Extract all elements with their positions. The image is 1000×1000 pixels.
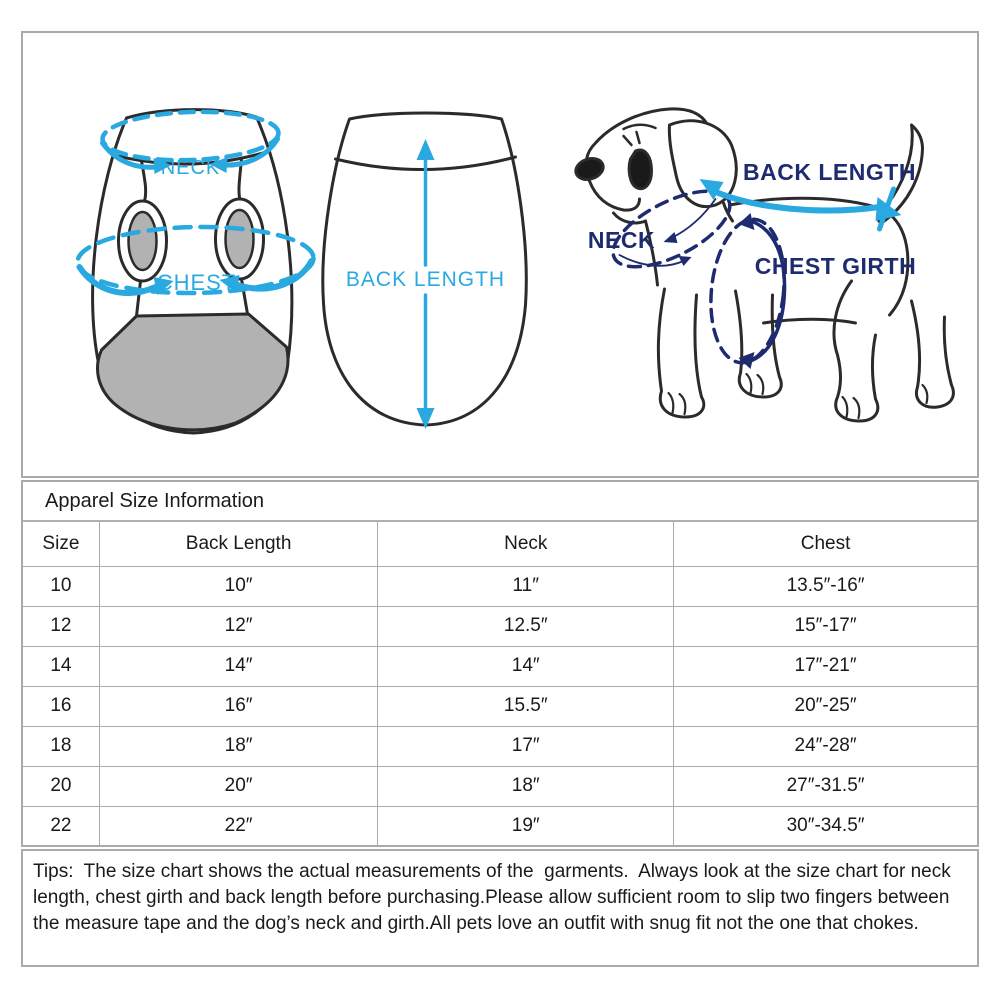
tips-text: Tips: The size chart shows the actual measurements of the garments. Always look at the size chart for neck length, chest girth and back length before purchasing.Please allow sufficient room to slip two fingers between the measure tape and the dog’s neck and girth.All pets love an outfit with snug fit not the one that chokes. (33, 861, 956, 934)
front-chest-label: CHEST (156, 270, 237, 295)
table-cell: 13.5″-16″ (674, 566, 977, 606)
table-row (23, 606, 977, 646)
table-row (23, 726, 977, 766)
table-cell: 14″ (378, 646, 674, 686)
table-cell: 14 (23, 646, 99, 686)
back-length-label: BACK LENGTH (345, 268, 506, 291)
table-cell: 20″ (99, 766, 378, 806)
measurement-diagram (23, 33, 977, 476)
dog-chest-girth-label: CHEST GIRTH (754, 253, 917, 279)
table-cell: 18″ (99, 726, 378, 766)
table-cell: 15.5″ (378, 686, 674, 726)
table-header-row (23, 522, 977, 566)
table-cell: 19″ (378, 806, 674, 846)
tips-panel (21, 849, 979, 967)
header-chest: Chest (674, 522, 977, 566)
table-cell: 22″ (99, 806, 378, 846)
table-row (23, 646, 977, 686)
table-cell: 12″ (99, 606, 378, 646)
table-title: Apparel Size Information (23, 482, 977, 522)
table-row (23, 766, 977, 806)
table-cell: 20″-25″ (674, 686, 977, 726)
table-cell: 14″ (99, 646, 378, 686)
size-table-panel (21, 480, 979, 847)
table-cell: 11″ (378, 566, 674, 606)
table-cell: 12.5″ (378, 606, 674, 646)
size-table (23, 522, 977, 846)
header-size: Size (23, 522, 99, 566)
measurement-diagram-panel (21, 31, 979, 478)
table-cell: 18 (23, 726, 99, 766)
table-row (23, 806, 977, 846)
table-cell: 17″-21″ (674, 646, 977, 686)
table-cell: 12 (23, 606, 99, 646)
table-cell: 24″-28″ (674, 726, 977, 766)
table-cell: 16″ (99, 686, 378, 726)
header-neck: Neck (378, 522, 674, 566)
table-cell: 27″-31.5″ (674, 766, 977, 806)
table-cell: 10 (23, 566, 99, 606)
table-cell: 15″-17″ (674, 606, 977, 646)
table-row (23, 686, 977, 726)
dog-neck-label: NECK (587, 227, 656, 253)
table-cell: 16 (23, 686, 99, 726)
front-neck-label: NECK (160, 157, 221, 179)
table-cell: 22 (23, 806, 99, 846)
table-row (23, 566, 977, 606)
table-cell: 30″-34.5″ (674, 806, 977, 846)
header-back-length: Back Length (99, 522, 378, 566)
table-cell: 17″ (378, 726, 674, 766)
table-cell: 18″ (378, 766, 674, 806)
table-cell: 20 (23, 766, 99, 806)
table-cell: 10″ (99, 566, 378, 606)
dog-back-length-label: BACK LENGTH (743, 159, 916, 185)
